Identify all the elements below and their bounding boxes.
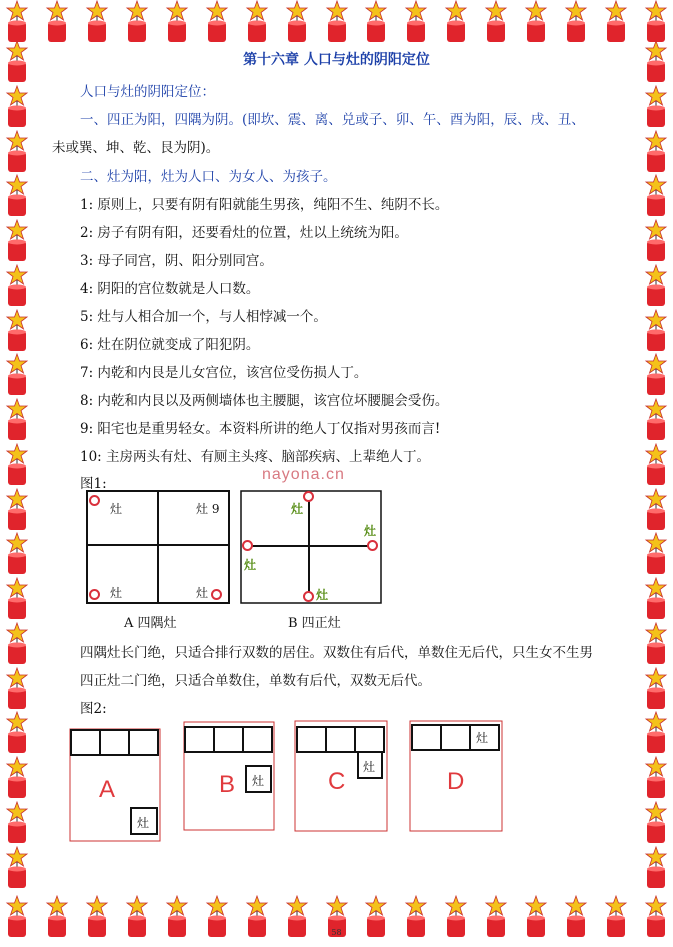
paragraph-1b: 未或巽、坤、乾、艮为阴)。 bbox=[52, 140, 220, 156]
candle-icon bbox=[599, 0, 633, 44]
candle-icon bbox=[0, 0, 34, 44]
candle-icon bbox=[0, 846, 34, 890]
candle-icon bbox=[639, 667, 673, 711]
stove-label: 灶 bbox=[244, 558, 257, 572]
candle-icon bbox=[639, 756, 673, 800]
candle-icon bbox=[639, 309, 673, 353]
candle-icon bbox=[479, 0, 513, 44]
candle-icon bbox=[320, 0, 354, 44]
figure-1a-caption: A 四隅灶 bbox=[124, 616, 177, 631]
border-top bbox=[0, 0, 673, 44]
chapter-title: 第十六章 人口与灶的阴阳定位 bbox=[243, 52, 430, 68]
stove-label: 灶 bbox=[364, 524, 377, 538]
figure-2a-panel bbox=[69, 728, 161, 842]
figure-2c-panel bbox=[294, 720, 388, 832]
list-item: 1: 原则上，只要有阴有阳就能生男孩，纯阳不生、纯阴不长。 bbox=[80, 197, 449, 213]
candle-icon bbox=[40, 0, 74, 44]
candle-icon bbox=[0, 756, 34, 800]
candle-icon bbox=[0, 443, 34, 487]
panel-letter: A bbox=[99, 776, 116, 803]
section-heading: 人口与灶的阴阳定位： bbox=[80, 84, 215, 100]
list-item: 8: 内乾和内艮以及两侧墙体也主腰腿，该宫位坏腰腿会受伤。 bbox=[80, 393, 449, 409]
candle-icon bbox=[639, 443, 673, 487]
page-number: 58 bbox=[331, 928, 342, 937]
paragraph-3a: 四隅灶长门绝，只适合排行双数的居住。双数住有后代，单数住无后代，只生女不生男 bbox=[80, 645, 593, 661]
panel-letter: D bbox=[447, 768, 465, 795]
candle-icon bbox=[359, 0, 393, 44]
stove-marker-icon bbox=[367, 540, 378, 551]
candle-icon bbox=[200, 0, 234, 44]
candle-icon bbox=[0, 219, 34, 263]
candle-icon bbox=[439, 0, 473, 44]
stove-marker-icon bbox=[303, 591, 314, 602]
candle-icon bbox=[639, 130, 673, 174]
candle-icon bbox=[0, 532, 34, 576]
stove-marker-icon bbox=[89, 589, 100, 600]
candle-icon bbox=[160, 0, 194, 44]
candle-icon bbox=[0, 353, 34, 397]
candle-icon bbox=[639, 398, 673, 442]
candle-icon bbox=[120, 0, 154, 44]
candle-icon bbox=[0, 398, 34, 442]
candle-icon bbox=[0, 264, 34, 308]
candle-icon bbox=[639, 801, 673, 845]
stove-label: 灶 9 bbox=[196, 502, 220, 516]
candle-icon bbox=[0, 667, 34, 711]
candle-icon bbox=[639, 0, 673, 44]
candle-icon bbox=[0, 85, 34, 129]
stove-label: 灶 bbox=[363, 760, 376, 774]
candle-icon bbox=[0, 174, 34, 218]
stove-marker-icon bbox=[242, 540, 253, 551]
list-item: 4: 阴阳的宫位数就是人口数。 bbox=[80, 281, 260, 297]
figure-1a-grid bbox=[86, 490, 230, 604]
candle-icon bbox=[0, 577, 34, 621]
candle-icon bbox=[639, 85, 673, 129]
candle-icon bbox=[240, 0, 274, 44]
list-item: 3: 母子同宫，阴、阳分别同宫。 bbox=[80, 253, 273, 269]
candle-icon bbox=[639, 622, 673, 666]
candle-icon bbox=[639, 711, 673, 755]
stove-label: 灶 bbox=[110, 502, 123, 516]
stove-label: 灶 bbox=[137, 816, 150, 830]
candle-icon bbox=[559, 0, 593, 44]
candle-icon bbox=[519, 0, 553, 44]
border-right bbox=[639, 40, 673, 890]
border-left bbox=[0, 40, 34, 890]
list-item: 2: 房子有阴有阳，还要看灶的位置，灶以上统统为阳。 bbox=[80, 225, 408, 241]
candle-icon bbox=[280, 0, 314, 44]
candle-icon bbox=[0, 309, 34, 353]
candle-icon bbox=[639, 264, 673, 308]
candle-icon bbox=[639, 353, 673, 397]
candle-icon bbox=[0, 711, 34, 755]
candle-icon bbox=[80, 0, 114, 44]
stove-label: 灶 bbox=[476, 731, 489, 745]
candle-icon bbox=[399, 0, 433, 44]
figure-2b-panel bbox=[183, 721, 275, 831]
candle-icon bbox=[0, 801, 34, 845]
panel-letter: B bbox=[219, 771, 236, 798]
paragraph-2: 二、灶为阳，灶为人口、为女人、为孩子。 bbox=[80, 169, 337, 185]
list-item: 9: 阳宅也是重男轻女。本资料所讲的绝人丁仅指对男孩而言! bbox=[80, 421, 441, 437]
watermark: nayona.cn bbox=[262, 466, 345, 483]
stove-label: 灶 bbox=[196, 586, 209, 600]
candle-icon bbox=[0, 130, 34, 174]
stove-marker-icon bbox=[89, 495, 100, 506]
candle-icon bbox=[639, 846, 673, 890]
stove-marker-icon bbox=[303, 491, 314, 502]
stove-label: 灶 bbox=[291, 502, 304, 516]
list-item: 10: 主房两头有灶、有厕主头疼、脑部疾病、上辈绝人丁。 bbox=[80, 449, 431, 465]
stove-marker-icon bbox=[211, 589, 222, 600]
candle-icon bbox=[0, 622, 34, 666]
list-item: 6: 灶在阴位就变成了阳犯阴。 bbox=[80, 337, 260, 353]
candle-icon bbox=[639, 532, 673, 576]
list-item: 5: 灶与人相合加一个，与人相悖减一个。 bbox=[80, 309, 327, 325]
candle-icon bbox=[0, 488, 34, 532]
candle-icon bbox=[639, 174, 673, 218]
candle-icon bbox=[639, 488, 673, 532]
paragraph-3b: 四正灶二门绝，只适合单数住，单数有后代，双数无后代。 bbox=[80, 673, 431, 689]
list-item: 7: 内乾和内艮是儿女宫位，该宫位受伤损人丁。 bbox=[80, 365, 368, 381]
figure-1b-grid bbox=[240, 490, 382, 604]
figure-1-label: 图1: bbox=[80, 476, 107, 492]
figure-1b-caption: B 四正灶 bbox=[288, 616, 341, 631]
stove-label: 灶 bbox=[316, 588, 329, 602]
stove-label: 灶 bbox=[110, 586, 123, 600]
panel-letter: C bbox=[328, 768, 346, 795]
figure-2-label: 图2: bbox=[80, 701, 107, 717]
candle-icon bbox=[639, 577, 673, 621]
stove-label: 灶 bbox=[252, 774, 265, 788]
paragraph-1a: 一、四正为阳，四隅为阴。(即坎、震、离、兑或子、卯、午、酉为阳，辰、戌、丑、 bbox=[80, 112, 585, 128]
figure-2d-panel bbox=[409, 720, 503, 832]
candle-icon bbox=[639, 219, 673, 263]
